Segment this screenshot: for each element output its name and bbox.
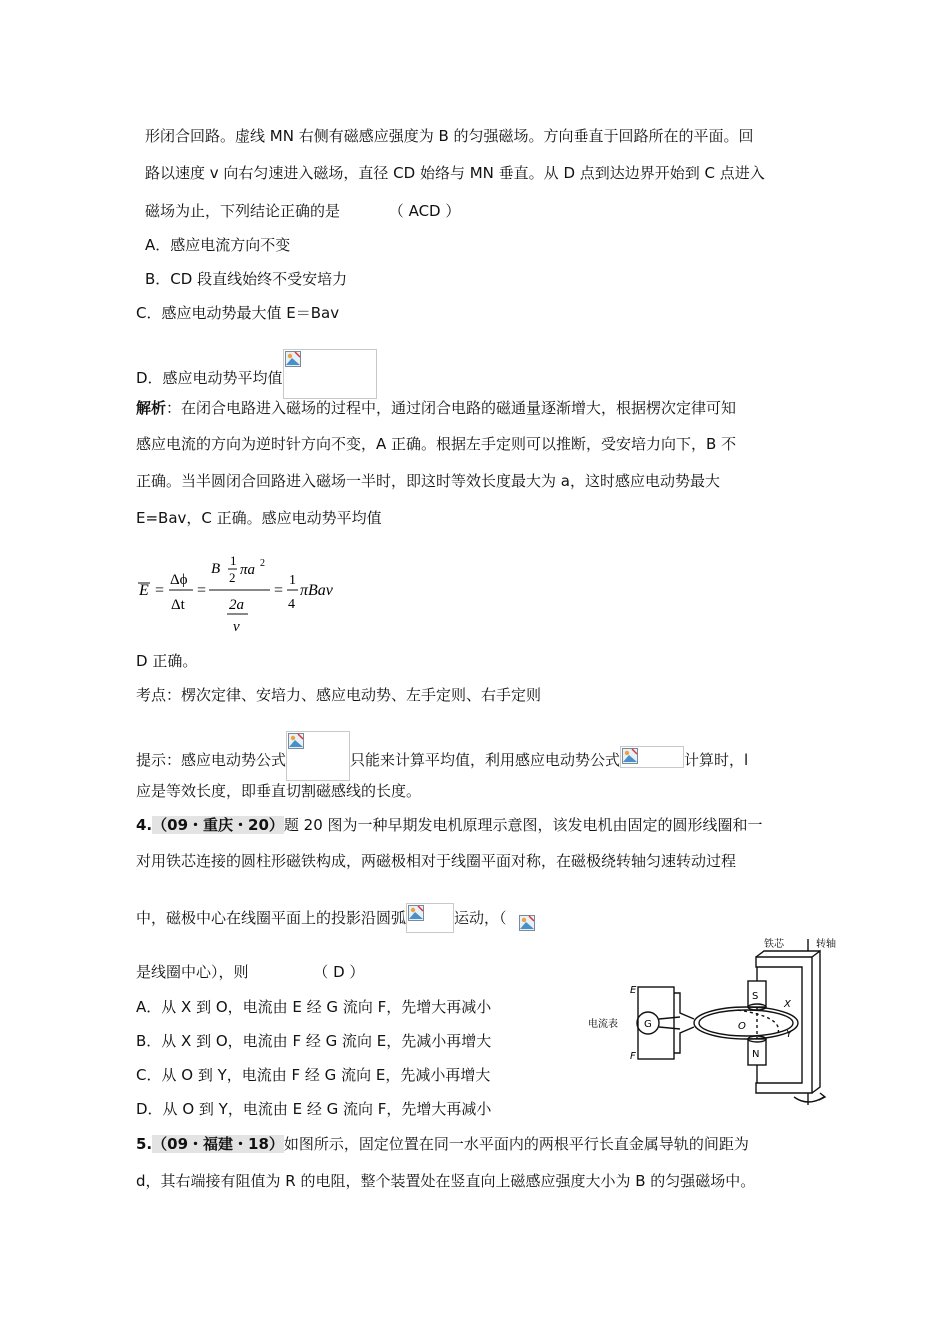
formula-half-num: 1 [230, 553, 237, 568]
q4-option-b: B．从 X 到 O，电流由 F 经 G 流向 E，先减小再增大 [136, 1032, 492, 1050]
hint-text-b: 只能来计算平均值，利用感应电动势公式 [350, 751, 621, 769]
figure-label-meter: 电流表 [588, 1019, 618, 1030]
hint-text-a: 提示：感应电动势公式 [136, 751, 287, 769]
figure-label-f: F [630, 1051, 636, 1062]
analysis-d-correct: D 正确。 [136, 652, 198, 670]
q5-line1-text: 如图所示，固定位置在同一水平面内的两根平行长直金属导轨的间距为 [283, 1135, 749, 1153]
formula-dphi: Δϕ [170, 572, 188, 588]
analysis-line3: 正确。当半圆闭合回路进入磁场一半时，即这时等效长度最大为 a，这时感应电动势最大 [136, 472, 720, 490]
analysis-line1-text: ：在闭合电路进入磁场的过程中，通过闭合电路的磁通量逐渐增大，根据楞次定律可知 [166, 399, 737, 417]
formula-eq1: = [155, 582, 165, 599]
broken-image-placeholder [519, 915, 537, 933]
q4-option-d: D．从 O 到 Y，电流由 E 经 G 流向 F，先增大再减小 [136, 1100, 492, 1118]
q4-line3 [136, 903, 537, 933]
q5-source: （09・福建・18） [152, 1135, 284, 1153]
figure-label-s: S [752, 991, 759, 1002]
q3-option-c: C．感应电动势最大值 E＝Bav [136, 304, 340, 322]
figure-label-core: 铁芯 [764, 939, 784, 950]
figure-label-o: O [738, 1021, 746, 1032]
q3-option-a: A．感应电流方向不变 [145, 236, 291, 254]
figure-label-y: Y [786, 1029, 793, 1040]
figure-label-axis: 转轴 [816, 939, 836, 950]
formula-pia: πa [240, 562, 256, 578]
broken-image-placeholder [406, 903, 454, 933]
q3-option-d-text: D．感应电动势平均值 [136, 369, 283, 387]
analysis-line1 [136, 398, 736, 418]
formula-b: B [211, 561, 221, 577]
analysis-topics: 考点：楞次定律、安培力、感应电动势、左手定则、右手定则 [136, 686, 542, 704]
formula-square: 2 [260, 558, 265, 569]
q4-line1-text: 题 20 图为一种早期发电机原理示意图，该发电机由固定的圆形线圈和一 [283, 816, 763, 834]
q4-answer: （ D ） [313, 963, 365, 981]
formula-dt: Δt [171, 597, 185, 613]
figure-label-x: X [784, 999, 791, 1010]
q3-option-d [136, 349, 377, 399]
analysis-line2: 感应电流的方向为逆时针方向不变，A 正确。根据左手定则可以推断，受安培力向下，B 不 [136, 435, 737, 453]
figure-label-n: N [752, 1049, 760, 1060]
q4-option-c: C．从 O 到 Y，电流由 F 经 G 流向 E，先减小再增大 [136, 1066, 491, 1084]
q3-option-b: B．CD 段直线始终不受安培力 [145, 270, 348, 288]
q3-line2: 路以速度 v 向右匀速进入磁场，直径 CD 始络与 MN 垂直。从 D 点到达边界开始到 C 点进入 [145, 164, 765, 182]
hint-text-d: 应是等效长度，即垂直切割磁感线的长度。 [136, 782, 422, 800]
figure-label-g: G [644, 1019, 652, 1030]
q3-line3 [145, 201, 460, 221]
q4-option-a: A．从 X 到 O，电流由 E 经 G 流向 F，先增大再减小 [136, 998, 492, 1016]
average-emf-formula [136, 552, 356, 642]
formula-v: v [233, 619, 240, 635]
q5-line1 [136, 1134, 749, 1154]
broken-image-icon [408, 905, 424, 921]
formula-quarter-num: 1 [289, 573, 296, 588]
q5-number: 5. [136, 1135, 153, 1153]
analysis-line4: E=Bav，C 正确。感应电动势平均值 [136, 509, 382, 527]
formula-e: E [139, 582, 149, 599]
q4-line3-text-b: 运动，（ [454, 909, 507, 927]
broken-image-icon [622, 748, 638, 764]
analysis-label: 解析 [136, 399, 167, 417]
q4-line2: 对用铁芯连接的圆柱形磁铁构成，两磁极相对于线圈平面对称，在磁极绕转轴匀速转动过程 [136, 852, 737, 870]
broken-image-icon [519, 915, 535, 931]
q4-line1 [136, 815, 763, 835]
q3-line1: 形闭合回路。虚线 MN 右侧有磁感应强度为 B 的匀强磁场。方向垂直于回路所在的平面。回 [145, 127, 754, 145]
q3-answer: （ ACD ） [388, 202, 461, 220]
formula-eq3: = [274, 582, 284, 599]
formula-pibav: πBav [300, 582, 333, 599]
q4-line4-text: 是线圈中心），则 [136, 963, 249, 981]
q4-line4 [136, 962, 364, 982]
generator-diagram [588, 933, 850, 1111]
formula-half-den: 2 [229, 570, 236, 585]
figure-label-e: E [630, 985, 637, 996]
q5-line2: d，其右端接有阻值为 R 的电阻，整个装置处在竖直向上磁感应强度大小为 B 的匀强磁场中。 [136, 1172, 756, 1190]
analysis-hint [136, 731, 748, 781]
q4-source: （09・重庆・20） [152, 816, 284, 834]
formula-eq2: = [197, 582, 207, 599]
broken-image-placeholder [620, 746, 684, 768]
broken-image-icon [285, 351, 301, 367]
formula-quarter-den: 4 [288, 597, 295, 612]
formula-2a: 2a [229, 597, 244, 613]
hint-text-c: 计算时，l [684, 751, 749, 769]
q4-number: 4. [136, 816, 153, 834]
broken-image-icon [288, 733, 304, 749]
q3-line3-text: 磁场为止，下列结论正确的是 [145, 202, 341, 220]
broken-image-placeholder [283, 349, 377, 399]
q4-line3-text-a: 中，磁极中心在线圈平面上的投影沿圆弧 [136, 909, 407, 927]
broken-image-placeholder [286, 731, 350, 781]
